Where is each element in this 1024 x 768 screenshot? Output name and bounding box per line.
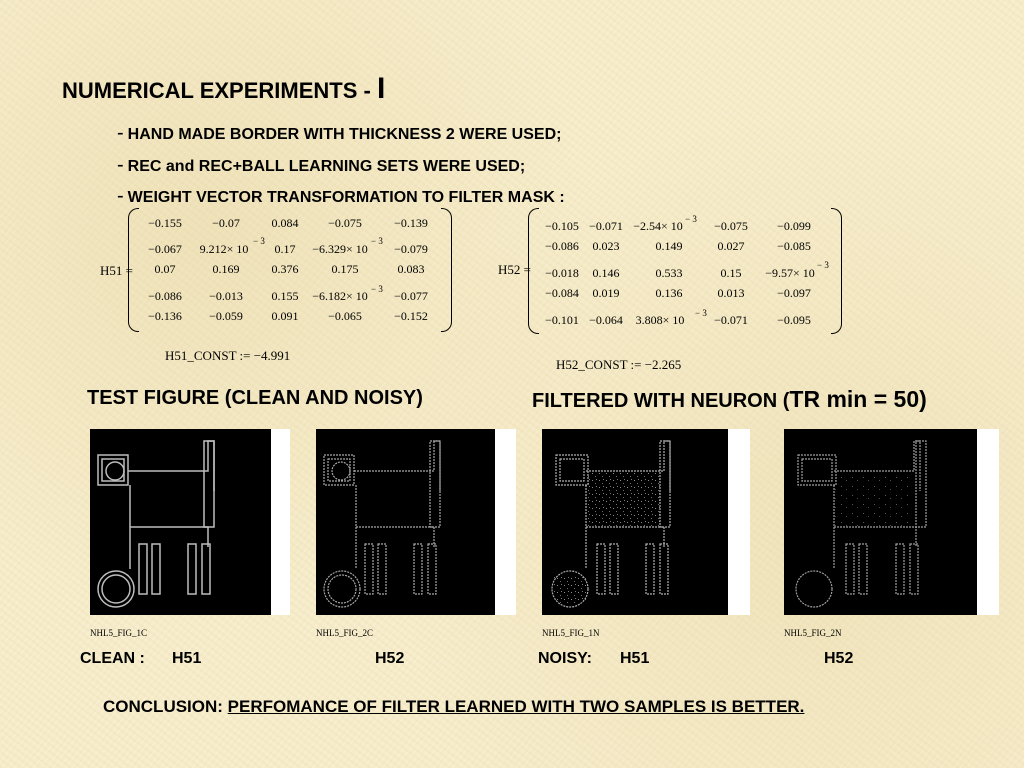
figure-image bbox=[542, 429, 728, 615]
matrix-cell: 0.149 bbox=[655, 239, 683, 253]
matrix-cell: −6.182× 10 bbox=[312, 289, 368, 303]
matrix-row bbox=[140, 262, 440, 278]
filtered-heading-tr: TR min = 50) bbox=[789, 386, 927, 412]
matrix-cell: −0.075 bbox=[328, 216, 362, 230]
test-figure-heading: TEST FIGURE (CLEAN AND NOISY) bbox=[87, 387, 423, 409]
matrix-cell: −0.071 bbox=[589, 219, 623, 233]
bullet-dash: - bbox=[117, 185, 124, 207]
figure-noisy-h52 bbox=[784, 429, 977, 615]
clean-h52-label: H52 bbox=[375, 650, 405, 667]
figure-image bbox=[316, 429, 495, 615]
matrix-cell: −0.152 bbox=[394, 309, 428, 323]
clean-h51-label: H51 bbox=[172, 650, 202, 667]
matrix-row bbox=[540, 286, 830, 302]
noisy-label: NOISY: bbox=[538, 650, 592, 667]
matrix-cell: 0.091 bbox=[271, 309, 299, 323]
matrix-cell: 0.146 bbox=[592, 266, 620, 280]
slide-title bbox=[62, 72, 385, 106]
figure-clean-h51 bbox=[90, 429, 271, 615]
matrix-row bbox=[140, 289, 440, 305]
matrix-cell: 0.175 bbox=[331, 262, 359, 276]
slide-title-text: NUMERICAL EXPERIMENTS - bbox=[62, 78, 377, 103]
matrix-cell: −0.065 bbox=[328, 309, 362, 323]
matrix-cell: −0.086 bbox=[545, 239, 579, 253]
matrix-cell: −0.075 bbox=[714, 219, 748, 233]
matrix-cell: −0.085 bbox=[777, 239, 811, 253]
figure-image bbox=[784, 429, 977, 615]
bullet-text: WEIGHT VECTOR TRANSFORMATION TO FILTER MASK : bbox=[127, 189, 565, 206]
matrix-cell: −0.071 bbox=[714, 313, 748, 327]
bullet-item bbox=[117, 185, 565, 208]
matrix-cell: −0.105 bbox=[545, 219, 579, 233]
bullet-item bbox=[117, 154, 525, 177]
matrix-cell: 0.533 bbox=[655, 266, 683, 280]
right-bracket bbox=[441, 208, 452, 332]
matrix-cell: 0.023 bbox=[592, 239, 620, 253]
matrix-cell: −0.077 bbox=[394, 289, 428, 303]
matrix-cell: −0.064 bbox=[589, 313, 623, 327]
bullet-text: HAND MADE BORDER WITH THICKNESS 2 WERE USED; bbox=[127, 126, 562, 143]
clean-label: CLEAN : bbox=[80, 650, 145, 667]
matrix-h52-label: H52 = bbox=[498, 262, 531, 277]
matrix-cell: 0.013 bbox=[717, 286, 745, 300]
matrix-row bbox=[140, 309, 440, 325]
exponent: − 3 bbox=[371, 236, 383, 246]
matrix-cell: 0.083 bbox=[397, 262, 425, 276]
matrix-cell: −0.084 bbox=[545, 286, 579, 300]
matrix-cell: −0.013 bbox=[209, 289, 243, 303]
matrix-cell: −0.136 bbox=[148, 309, 182, 323]
conclusion-prefix: CONCLUSION: bbox=[103, 697, 228, 716]
matrix-row bbox=[540, 239, 830, 255]
matrix-cell: −6.329× 10 bbox=[312, 242, 368, 256]
exponent: − 3 bbox=[253, 236, 265, 246]
matrix-cell: −0.018 bbox=[545, 266, 579, 280]
slide-title-roman: I bbox=[376, 72, 386, 105]
matrix-h52 bbox=[540, 214, 830, 328]
matrix-cell: −0.086 bbox=[148, 289, 182, 303]
matrix-cell: 0.136 bbox=[655, 286, 683, 300]
bullet-dash: - bbox=[117, 154, 124, 176]
matrix-cell: 0.027 bbox=[717, 239, 745, 253]
matrix-row bbox=[540, 266, 830, 282]
figure-clean-h52 bbox=[316, 429, 495, 615]
matrix-cell: −0.067 bbox=[148, 242, 182, 256]
conclusion-statement: PERFOMANCE OF FILTER LEARNED WITH TWO SAMPLES IS BETTER. bbox=[227, 697, 805, 716]
bullet-dash: - bbox=[117, 122, 124, 144]
matrix-cell: 9.212× 10 bbox=[199, 242, 249, 256]
h52-const: H52_CONST := −2.265 bbox=[556, 357, 682, 372]
noisy-h52-label: H52 bbox=[824, 650, 854, 667]
matrix-h51 bbox=[140, 214, 440, 326]
matrix-row bbox=[540, 313, 830, 329]
matrix-cell: −0.139 bbox=[394, 216, 428, 230]
figure-caption: NHL5_FIG_2C bbox=[316, 628, 374, 638]
matrix-cell: 0.169 bbox=[212, 262, 240, 276]
figure-caption: NHL5_FIG_1N bbox=[542, 628, 600, 638]
matrix-cell: 0.17 bbox=[274, 242, 296, 256]
matrix-cell: 0.084 bbox=[271, 216, 299, 230]
matrix-h51-label: H51 = bbox=[100, 263, 133, 278]
exponent: − 3 bbox=[685, 214, 697, 224]
right-bracket bbox=[831, 208, 842, 334]
left-bracket bbox=[128, 208, 139, 332]
left-bracket bbox=[528, 208, 539, 334]
matrix-cell: 0.155 bbox=[271, 289, 299, 303]
exponent: − 3 bbox=[817, 260, 829, 270]
figure-caption: NHL5_FIG_1C bbox=[90, 628, 148, 638]
matrix-cell: −2.54× 10 bbox=[633, 219, 683, 233]
matrix-cell: −0.099 bbox=[777, 219, 811, 233]
exponent: − 3 bbox=[695, 308, 707, 318]
matrix-cell: −0.155 bbox=[148, 216, 182, 230]
matrix-cell: −0.079 bbox=[394, 242, 428, 256]
bullet-text: REC and REC+BALL LEARNING SETS WERE USED; bbox=[127, 158, 526, 175]
matrix-row bbox=[140, 216, 440, 232]
figure-caption: NHL5_FIG_2N bbox=[784, 628, 842, 638]
figure-noisy-h51 bbox=[542, 429, 728, 615]
h51-const: H51_CONST := −4.991 bbox=[165, 348, 291, 363]
matrix-cell: −9.57× 10 bbox=[765, 266, 815, 280]
figure-image bbox=[90, 429, 271, 615]
noisy-h51-label: H51 bbox=[620, 650, 650, 667]
bullet-item bbox=[117, 122, 561, 145]
matrix-cell: −0.095 bbox=[777, 313, 811, 327]
matrix-cell: −0.101 bbox=[545, 313, 579, 327]
matrix-cell: 0.07 bbox=[154, 262, 176, 276]
matrix-cell: 0.019 bbox=[592, 286, 620, 300]
matrix-cell: −0.097 bbox=[777, 286, 811, 300]
matrix-cell: 3.808× 10 bbox=[635, 313, 685, 327]
matrix-cell: −0.059 bbox=[209, 309, 243, 323]
conclusion bbox=[103, 697, 804, 717]
matrix-row bbox=[140, 242, 440, 258]
filtered-heading-text: FILTERED WITH NEURON ( bbox=[532, 390, 790, 412]
matrix-cell: 0.15 bbox=[720, 266, 742, 280]
matrix-cell: −0.07 bbox=[212, 216, 240, 230]
filtered-heading bbox=[532, 386, 927, 413]
matrix-cell: 0.376 bbox=[271, 262, 299, 276]
exponent: − 3 bbox=[371, 284, 383, 294]
